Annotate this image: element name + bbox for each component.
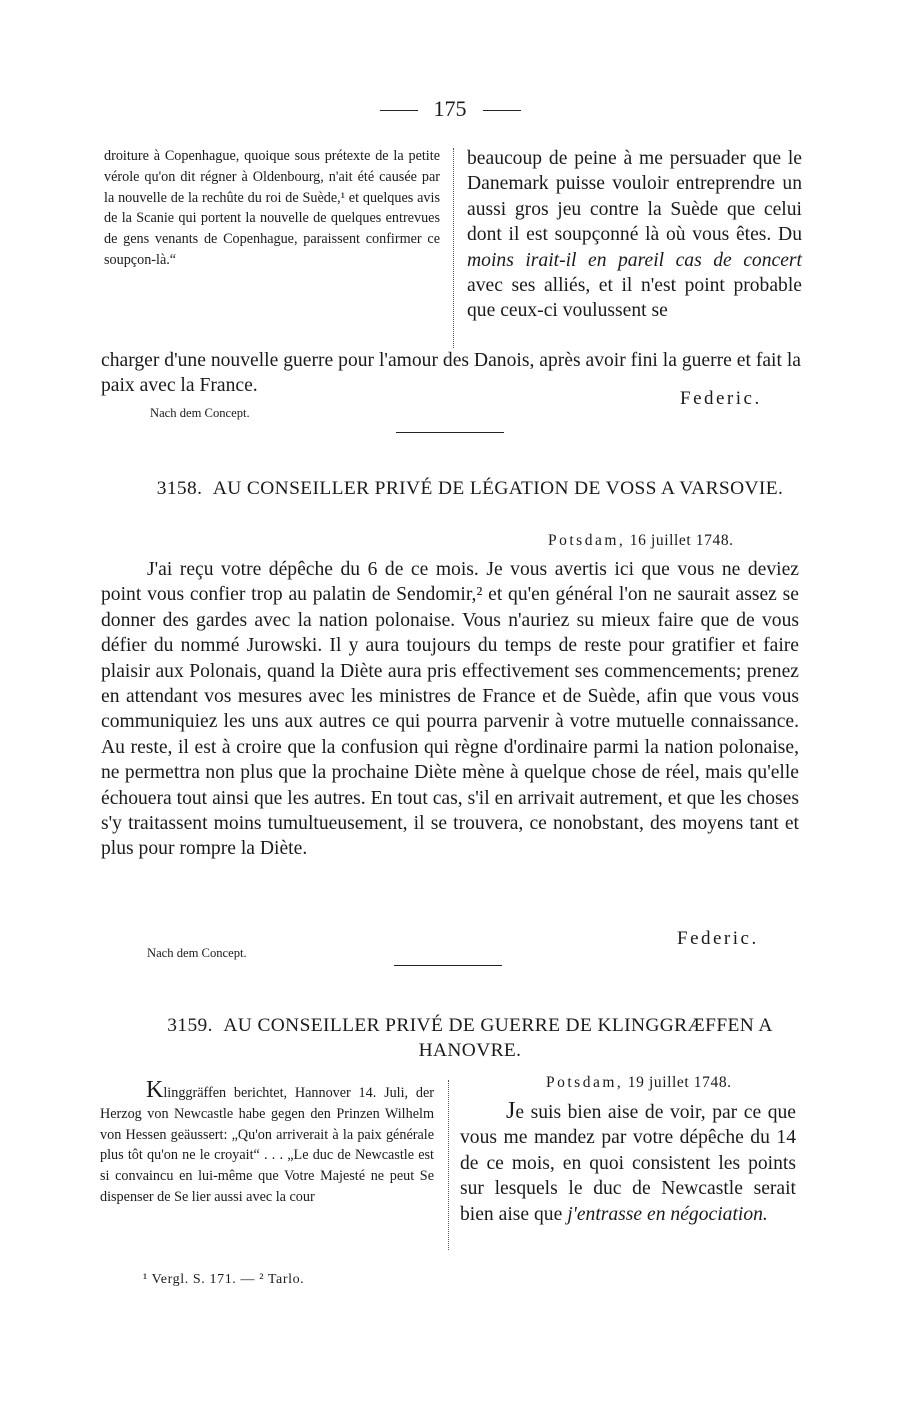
continuation-right-column xyxy=(467,146,802,324)
letter-3159-body-text: e suis bien aise de voir, par ce que vous me mandez par votre dépêche du 14 de ce mois, en quoi consistent les points sur lesquels le duc de Newcastle serait bien aise que xyxy=(460,1102,796,1225)
letter-3158-date: 16 juillet 1748. xyxy=(629,532,734,549)
letter-3159-summary xyxy=(100,1078,434,1208)
letter-3159-title: AU CONSEILLER PRIVÉ DE GUERRE DE KLINGGRÆFFEN A HANOVRE. xyxy=(223,1015,773,1061)
source-note-continuation: Nach dem Concept. xyxy=(150,406,250,420)
continuation-right-text-end: avec ses alliés, et il n'est point probable que ceux-ci voulussent se xyxy=(467,275,802,322)
letter-3159-body-italic: j'entrasse en négociation. xyxy=(567,1203,768,1225)
source-note-3158: Nach dem Concept. xyxy=(147,946,247,960)
letter-3159-body-initial: J xyxy=(506,1098,516,1124)
header-rule-right xyxy=(483,110,521,111)
letter-3158-dateline xyxy=(548,532,734,550)
column-divider-2 xyxy=(448,1080,449,1250)
continuation-right-text: beaucoup de peine à me persuader que le Danemark puisse vouloir entreprendre un aussi gros jeu contre la Suède que celui dont il est soupçonné là où vous êtes. Du xyxy=(467,148,802,246)
letter-3159-summary-initial: K xyxy=(146,1077,164,1103)
letter-3159-summary-text: linggräffen berichtet, Hannover 14. Juli, der Herzog von Newcastle habe gegen den Prinzen Wilhelm von Hessen geäussert: „Qu'on arriverait à la paix générale plus tôt qu'on ne le croyait“ . . . „Le duc de Newcastle est si convaincu en lui-même que Votre Majesté ne peut Se dispenser de Se lier aussi avec la cour xyxy=(100,1085,434,1205)
letter-3158-number: 3158. xyxy=(156,478,203,499)
continuation-right-italic: moins irait-il en pareil cas de concert xyxy=(467,249,802,271)
column-divider xyxy=(453,148,454,348)
continuation-full-text: charger d'une nouvelle guerre pour l'amour des Danois, après avoir fini la guerre et fait la paix avec la France. xyxy=(101,350,801,397)
letter-3159-date: 19 juillet 1748. xyxy=(627,1074,732,1091)
continuation-left-column: droiture à Copenhague, quoique sous prétexte de la petite vérole qu'on dit régner à Oldenbourg, n'ait été causée par la nouvelle de la rechûte du roi de Suède,¹ et quelques avis de la Scanie qui portent la nouvelle de quelques entrevues de gens venants de Copenhague, paraissent confirmer ce soupçon-là.“ xyxy=(104,148,440,268)
page-header xyxy=(0,96,900,122)
letter-3158-heading xyxy=(130,476,810,501)
letter-3159-place: Potsdam, xyxy=(546,1074,624,1091)
letter-3158-place: Potsdam, xyxy=(548,532,626,549)
signature-3158: Federic. xyxy=(677,928,759,949)
page-number: 175 xyxy=(433,96,467,121)
footnotes: ¹ Vergl. S. 171. — ² Tarlo. xyxy=(143,1272,305,1287)
letter-3159-heading xyxy=(130,1013,810,1063)
letter-3159-number: 3159. xyxy=(167,1015,213,1036)
section-rule-2 xyxy=(394,965,502,966)
header-rule-left xyxy=(380,110,418,111)
section-rule-1 xyxy=(396,432,504,433)
letter-3158-title: AU CONSEILLER PRIVÉ DE LÉGATION DE VOSS A VARSOVIE. xyxy=(212,478,784,499)
signature-continuation: Federic. xyxy=(680,388,762,409)
letter-3158-body: J'ai reçu votre dépêche du 6 de ce mois. Je vous avertis ici que vous ne deviez point vous confier trop au palatin de Sendomir,² et qu'en général l'on ne saurait assez se donner des gardes avec la nation polonaise. Vous n'auriez su mieux faire que de vous défier du nommé Jurowski. Il y aura toujours du temps de reste pour gratifier et faire plaisir aux Polonais, quand la Diète aura pris effectivement ses commencements; prenez en attendant vos mesures avec les ministres de France et de Suède, afin que vous vous communiquiez les uns aux autres ce qui pourra parvenir à votre mutuelle connaissance. Au reste, il est à croire que la confusion qui règne d'ordinaire parmi la nation polonaise, ne permettra non plus que la prochaine Diète mène à quelque chose de réel, mais qu'elle échouera tout ainsi que les autres. En tout cas, s'il en arrivait autrement, et que les choses s'y traitassent moins tumultueusement, il se trouvera, ce nonobstant, des moyens tant et plus pour rompre la Diète. xyxy=(101,559,799,860)
letter-3159-dateline xyxy=(546,1074,732,1092)
letter-3159-body xyxy=(460,1099,796,1227)
